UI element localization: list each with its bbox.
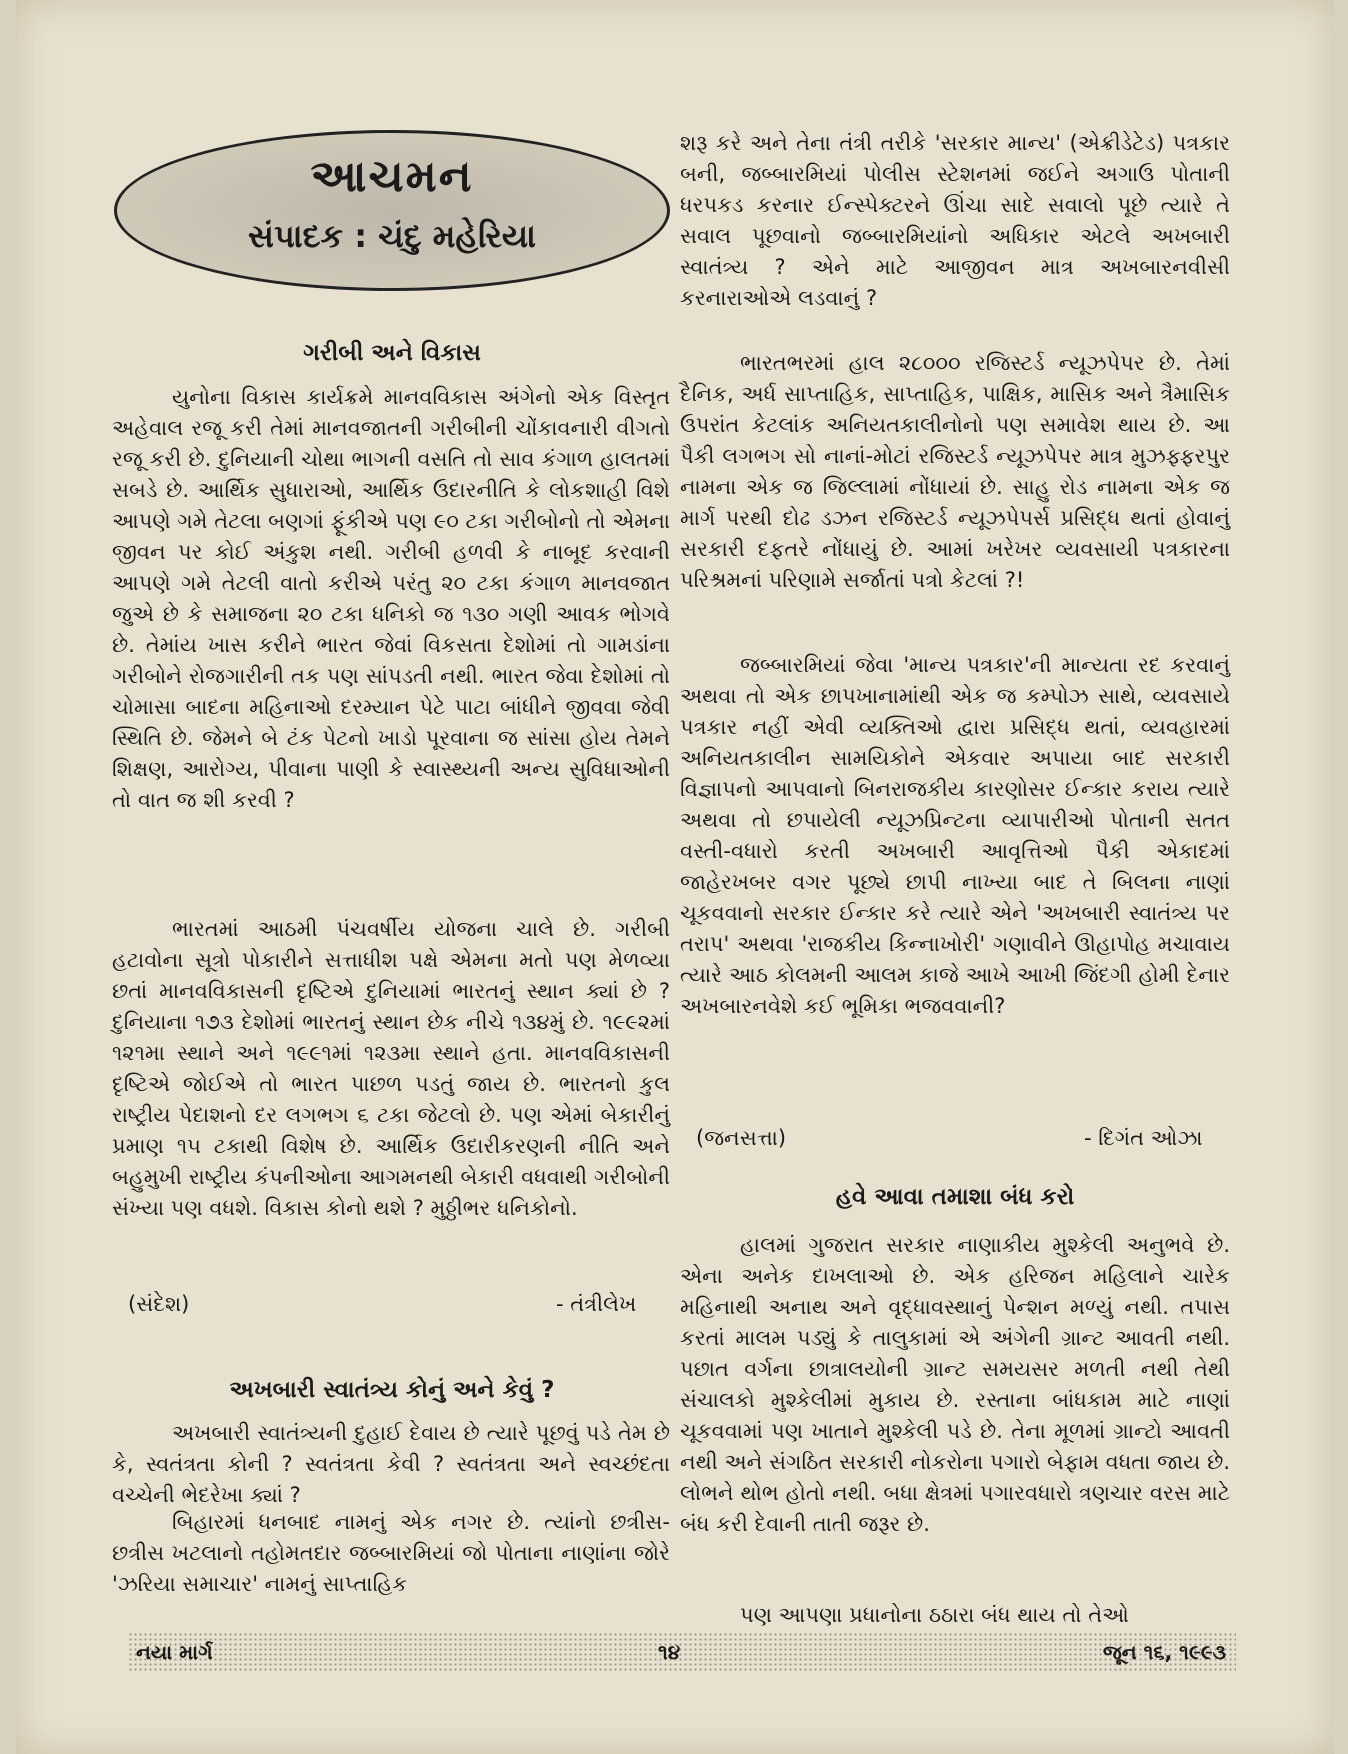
article1-source: (સંદેશ) — [128, 1292, 190, 1316]
article1-author: - તંત્રીલેખ — [556, 1292, 637, 1316]
article3-paragraph-2: પણ આપણા પ્રધાનોના ઠઠારા બંધ થાય તો તેઓ — [740, 1603, 1129, 1627]
article2-paragraph-3: શરૂ કરે અને તેના તંત્રી તરીકે 'સરકાર માન્ય' (એક્રીડેટેડ) પત્રકાર બની, જબ્બારમિયાં પોલીસ સ્ટેશનમાં જઈને અગાઉ પોતાની ધરપકડ કરનાર ઈન્સ્પેક્ટરને ઊંચા સાદે સવાલો પૂછે ત્યારે તે સવાલ પૂછવાનો જબ્બારમિયાંનો અધિકાર એટલે અખબારી સ્વાતંત્ર્ય ? એને માટે આજીવન માત્ર અખબારનવીસી કરનારાઓએ લડવાનું ? — [680, 131, 1230, 310]
article2-source: (જનસત્તા) — [696, 1126, 787, 1150]
article1-paragraph-2: ભારતમાં આઠમી પંચવર્ષીય યોજના ચાલે છે. ગરીબી હટાવોના સૂત્રો પોકારીને સત્તાધીશ પક્ષે એમના મતો પણ મેળવ્યા છતાં માનવવિકાસની દૃષ્ટિએ દુનિયામાં ભારતનું સ્થાન ક્યાં છે ? દુનિયાના ૧૭૩ દેશોમાં ભારતનું સ્થાન છેક નીચે ૧૩૪મું છે. ૧૯૯૨માં ૧૨૧મા સ્થાને અને ૧૯૯૧માં ૧૨૩મા સ્થાને હતા. માનવવિકાસની દૃષ્ટિએ જોઈએ તો ભારત પાછળ પડતું જાય છે. ભારતનો કુલ રાષ્ટ્રીય પેદાશનો દર લગભગ ૬ ટકા જેટલો છે. પણ એમાં બેકારીનું પ્રમાણ ૧૫ ટકાથી વિશેષ છે. આર્થિક ઉદારીકરણની નીતિ અને બહુમુખી રાષ્ટ્રીય કંપનીઓના આગમનથી બેકારી વધવાથી ગરીબોની સંખ્યા પણ વધશે. વિકાસ કોનો થશે ? મુઠ્ઠીભર ધનિકોનો. — [112, 917, 670, 1220]
article3-heading: હવે આવા તમાશા બંધ કરો — [835, 1184, 1075, 1210]
column-masthead — [114, 130, 670, 291]
article2-paragraph-4: ભારતભરમાં હાલ ૨૮૦૦૦ રજિસ્ટર્ડ ન્યૂઝપેપર છે. તેમાં દૈનિક, અર્ધ સાપ્તાહિક, સાપ્તાહિક, પાક્ષિક, માસિક અને ત્રૈમાસિક ઉપરાંત કેટલાંક અનિયતકાલીનોનો પણ સમાવેશ થાય છે. આ પૈકી લગભગ સો નાનાં-મોટાં રજિસ્ટર્ડ ન્યૂઝપેપર માત્ર મુઝફ્ફરપુર નામના એક જ જિલ્લામાં નોંધાયાં છે. સાહુ રોડ નામના એક જ માર્ગ પરથી દોઢ ડઝન રજિસ્ટર્ડ ન્યૂઝપેપર્સ પ્રસિદ્ધ થતાં હોવાનું સરકારી દફતરે નોંધાયું છે. આમાં ખરેખર વ્યવસાયી પત્રકારના પરિશ્રમનાં પરિણામે સર્જાતાં પત્રો કેટલાં ?! — [680, 351, 1230, 592]
article2-paragraph-2: બિહારમાં ધનબાદ નામનું એક નગર છે. ત્યાંનો છત્રીસ-છત્રીસ ખટલાનો તહોમતદાર જબ્બારમિયાં જો પોતાના નાણાંના જોરે 'ઝરિયા સમાચાર' નામનું સાપ્તાહિક — [112, 1510, 670, 1596]
footer-page-number: ૧૪ — [658, 1640, 681, 1664]
article1-paragraph-1: યુનોના વિકાસ કાર્યક્રમે માનવવિકાસ અંગેનો એક વિસ્તૃત અહેવાલ રજૂ કરી તેમાં માનવજાતની ગરીબીની ચોંકાવનારી વીગતો રજૂ કરી છે. દુનિયાની ચોથા ભાગની વસતિ તો સાવ કંગાળ હાલતમાં સબડે છે. આર્થિક સુધારાઓ, આર્થિક ઉદારનીતિ કે લોકશાહી વિશે આપણે ગમે તેટલા બણગાં ફૂંકીએ પણ ૯૦ ટકા ગરીબોનો તો એમના જીવન પર કોઈ અંકુશ નથી. ગરીબી હળવી કે નાબૂદ કરવાની આપણે ગમે તેટલી વાતો કરીએ પરંતુ ૨૦ ટકા કંગાળ માનવજાત જુએ છે કે સમાજના ૨૦ ટકા ધનિકો જ ૧૩૦ ગણી આવક ભોગવે છે. તેમાંય ખાસ કરીને ભારત જેવાં વિકસતા દેશોમાં તો ગામડાંના ગરીબોને રોજગારીની તક પણ સાંપડતી નથી. ભારત જેવા દેશોમાં તો ચોમાસા બાદના મહિનાઓ દરમ્યાન પેટે પાટા બાંધીને જીવવા જેવી સ્થિતિ છે. જેમને બે ટંક પેટનો ખાડો પૂરવાના જ સાંસા હોય તેમને શિક્ષણ, આરોગ્ય, પીવાના પાણી કે સ્વાસ્થ્યની અન્ય સુવિધાઓની તો વાત જ શી કરવી ? — [112, 385, 670, 812]
page-footer — [128, 1632, 1236, 1672]
footer-issue-date: જૂન ૧૬, ૧૯૯૩ — [1102, 1640, 1226, 1664]
article1-heading: ગરીબી અને વિકાસ — [303, 340, 481, 366]
footer-magazine-name: નયા માર્ગ — [136, 1640, 213, 1664]
editor-credit: સંપાદક : ચંદુ મહેરિયા — [248, 217, 536, 255]
article3-paragraph-1: હાલમાં ગુજરાત સરકાર નાણાકીય મુશ્કેલી અનુભવે છે. એના અનેક દાખલાઓ છે. એક હરિજન મહિલાને ચારેક મહિનાથી અનાથ અને વૃદ્ધાવસ્થાનું પેન્શન મળ્યું નથી. તપાસ કરતાં માલમ પડ્યું કે તાલુકામાં એ અંગેની ગ્રાન્ટ આવતી નથી. પછાત વર્ગના છાત્રાલયોની ગ્રાન્ટ સમયસર મળતી નથી તેથી સંચાલકો મુશ્કેલીમાં મુકાય છે. રસ્તાના બાંધકામ માટે નાણાં ચૂકવવામાં પણ ખાતાને મુશ્કેલી પડે છે. તેના મૂળમાં ગ્રાન્ટો આવતી નથી અને સંગઠિત સરકારી નોકરોના પગારો બેફામ વધતા જાય છે. લોભને થોભ હોતો નથી. બધા ક્ષેત્રમાં પગારવધારો ત્રણચાર વરસ માટે બંધ કરી દેવાની તાતી જરૂર છે. — [680, 1233, 1230, 1536]
article2-author: - દિગંત ઓઝા — [1084, 1126, 1203, 1150]
article2-paragraph-1: અખબારી સ્વાતંત્ર્યની દુહાઈ દેવાય છે ત્યારે પૂછવું પડે તેમ છે કે, સ્વતંત્રતા કોની ? સ્વતંત્રતા કેવી ? સ્વતંત્રતા અને સ્વચ્છંદતા વચ્ચેની ભેદરેખા ક્યાં ? — [112, 1421, 670, 1507]
article2-paragraph-5: જબ્બારમિયાં જેવા 'માન્ય પત્રકાર'ની માન્યતા રદ કરવાનું અથવા તો એક છાપખાનામાંથી એક જ કમ્પોઝ સાથે, વ્યવસાયે પત્રકાર નહીં એવી વ્યક્તિઓ દ્વારા પ્રસિદ્ધ થતાં, વ્યવહારમાં અનિયતકાલીન સામયિકોને એકવાર અપાયા બાદ સરકારી વિજ્ઞાપનો આપવાનો બિનરાજકીય કારણોસર ઈન્કાર કરાય ત્યારે અથવા તો છપાયેલી ન્યૂઝપ્રિન્ટના વ્યાપારીઓ પોતાની સતત વસ્તી-વધારો કરતી અખબારી આવૃત્તિઓ પૈકી એકાદમાં જાહેરખબર વગર પૂછ્યે છાપી નાખ્યા બાદ તે બિલના નાણાં ચૂકવવાનો સરકાર ઈન્કાર કરે ત્યારે એને 'અખબારી સ્વાતંત્ર્ય પર તરાપ' અથવા 'રાજકીય કિન્નાખોરી' ગણાવીને ઊહાપોહ મચાવાય ત્યારે આઠ કોલમની આલમ કાજે આખે આખી જિંદગી હોમી દેનાર અખબારનવેશે કઈ ભૂમિકા ભજવવાની? — [680, 653, 1230, 1018]
magazine-page — [16, 0, 1334, 1754]
column-title: આચમન — [310, 151, 474, 202]
article2-heading: અખબારી સ્વાતંત્ર્ય કોનું અને કેવું ? — [229, 1377, 555, 1403]
